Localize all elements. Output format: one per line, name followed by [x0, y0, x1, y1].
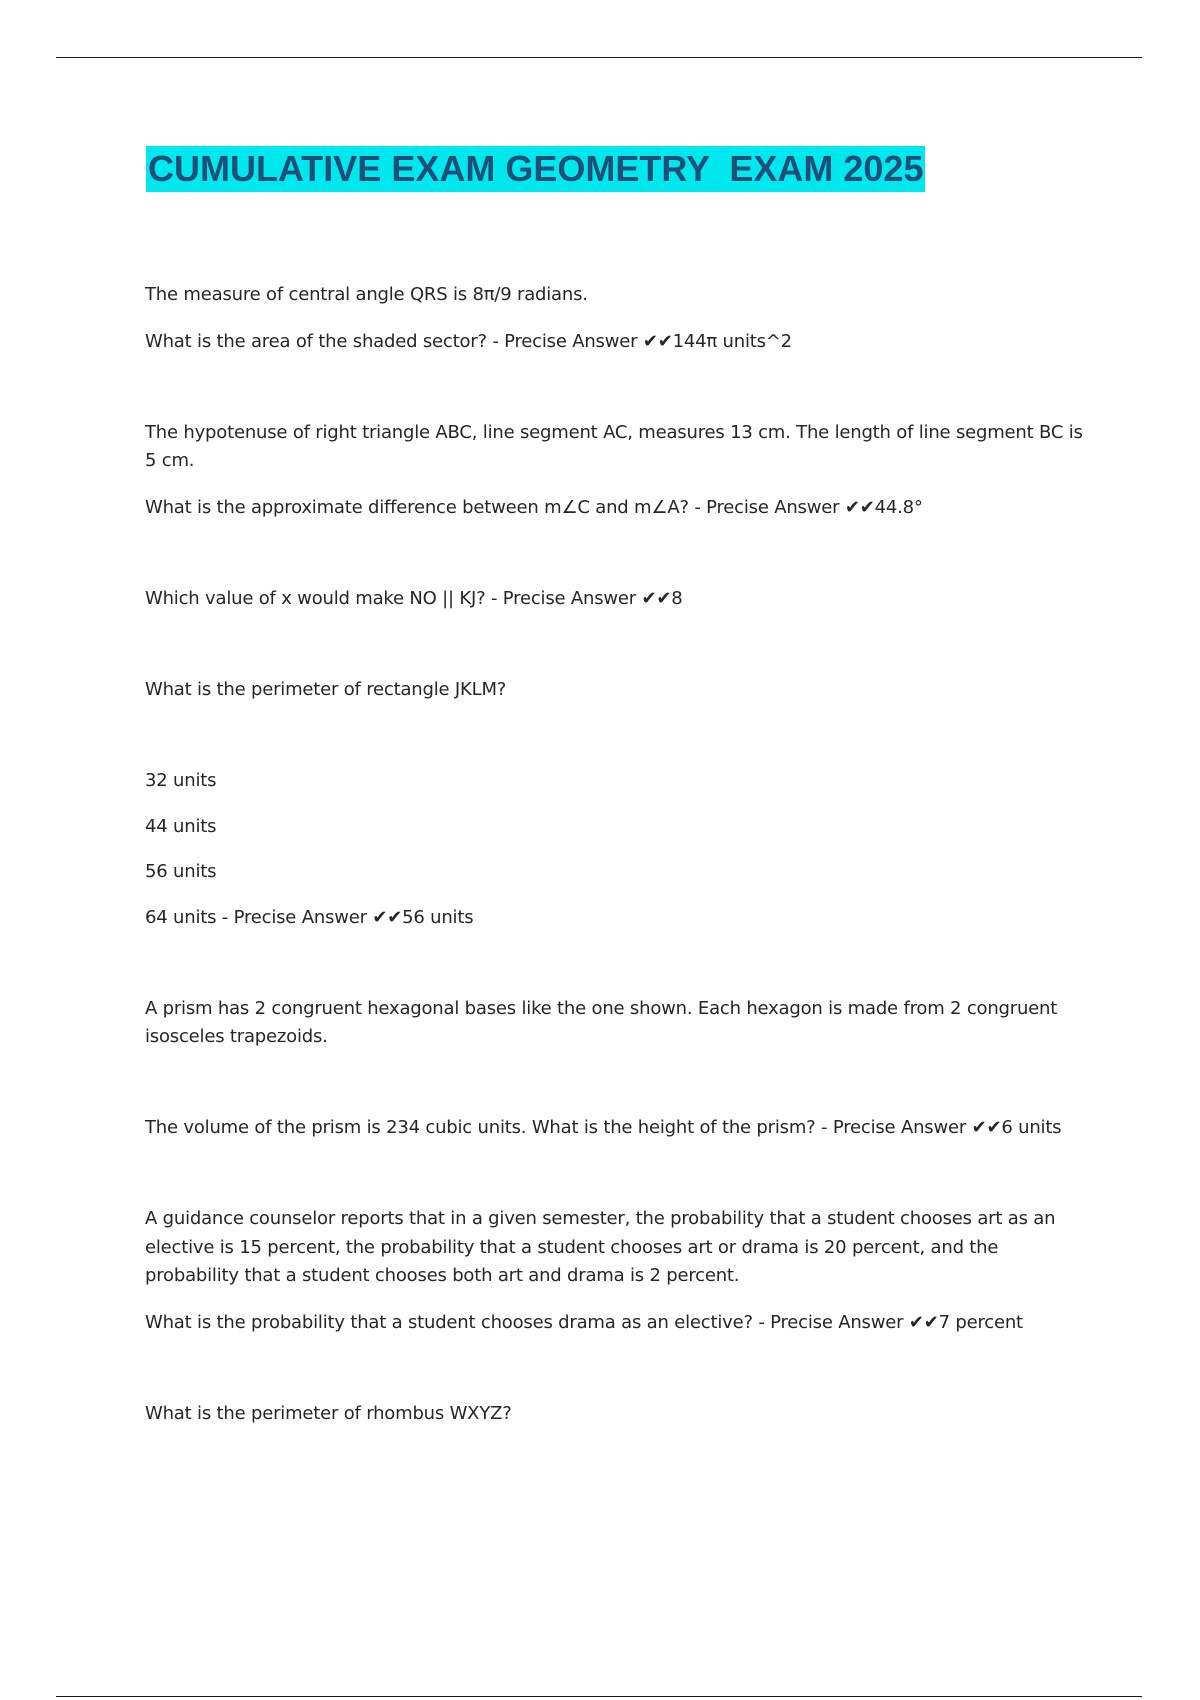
document-title: CUMULATIVE EXAM GEOMETRY EXAM 2025	[146, 146, 925, 192]
question-answer: What is the approximate difference between m∠C and m∠A? - Precise Answer ✔✔44.8°	[145, 497, 923, 518]
question-answer: Which value of x would make NO || KJ? - Precise Answer ✔✔8	[145, 588, 683, 609]
header-rule	[56, 57, 1142, 58]
answer-option: 44 units	[145, 816, 217, 837]
question-text: What is the perimeter of rhombus WXYZ?	[145, 1403, 512, 1424]
question-text: 5 cm.	[145, 450, 195, 471]
question-answer: The volume of the prism is 234 cubic units. What is the height of the prism? - Precise Answer ✔✔6 units	[145, 1117, 1062, 1138]
question-text: The hypotenuse of right triangle ABC, line segment AC, measures 13 cm. The length of line segment BC is	[145, 422, 1083, 443]
question-answer: What is the probability that a student chooses drama as an elective? - Precise Answer ✔✔7 percent	[145, 1312, 1023, 1333]
question-text: The measure of central angle QRS is 8π/9 radians.	[145, 284, 588, 305]
question-text: A guidance counselor reports that in a given semester, the probability that a student chooses art as an	[145, 1208, 1056, 1229]
question-text: A prism has 2 congruent hexagonal bases like the one shown. Each hexagon is made from 2 congruent	[145, 998, 1058, 1019]
footer-rule	[56, 1696, 1142, 1697]
question-text: elective is 15 percent, the probability that a student chooses art or drama is 20 percent, and the	[145, 1237, 999, 1258]
answer-option: 32 units	[145, 770, 217, 791]
answer-option: 56 units	[145, 861, 217, 882]
question-text: What is the perimeter of rectangle JKLM?	[145, 679, 507, 700]
question-answer: What is the area of the shaded sector? - Precise Answer ✔✔144π units^2	[145, 331, 792, 352]
question-text: isosceles trapezoids.	[145, 1026, 328, 1047]
question-answer: 64 units - Precise Answer ✔✔56 units	[145, 907, 474, 928]
question-text: probability that a student chooses both art and drama is 2 percent.	[145, 1265, 740, 1286]
